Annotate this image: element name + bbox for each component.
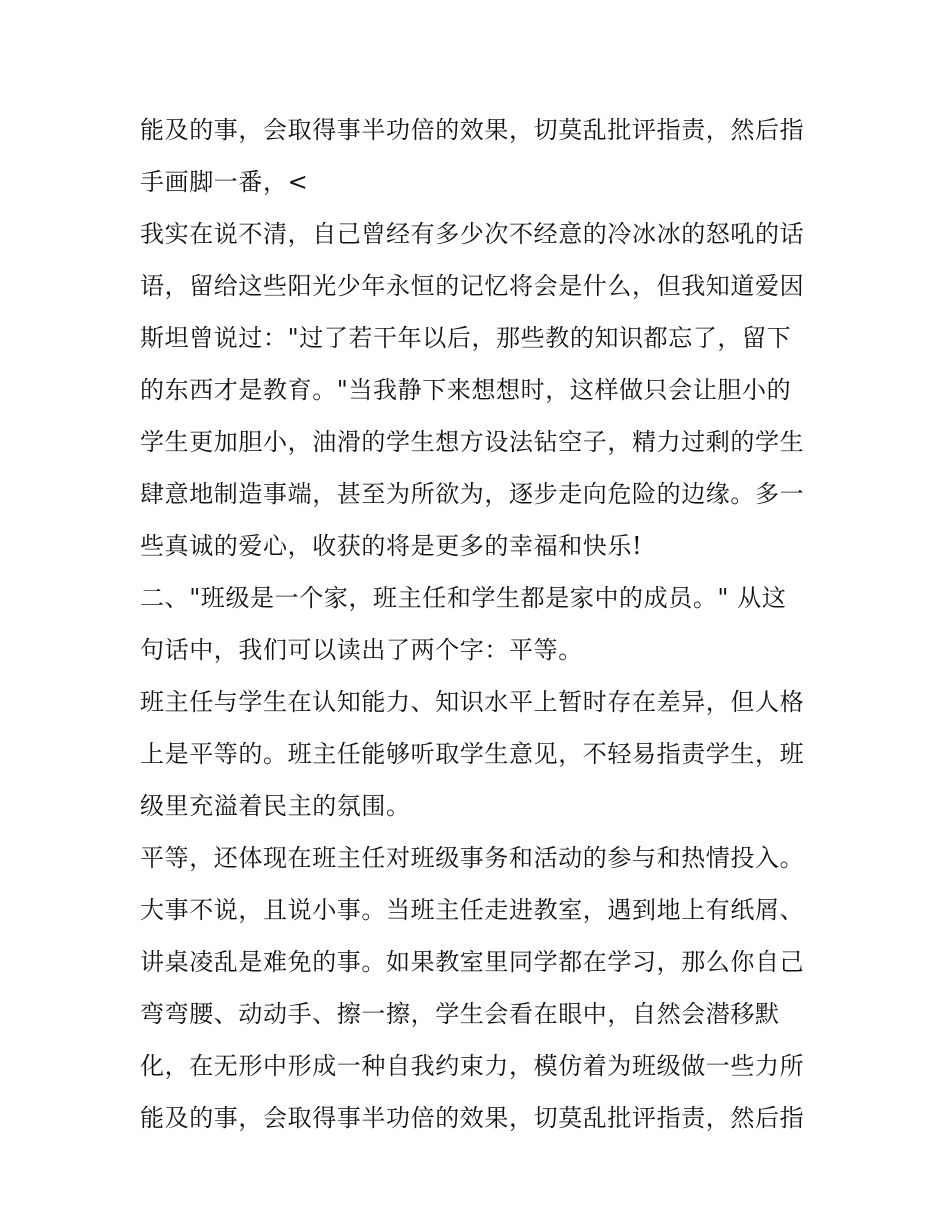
text-line: 我实在说不清，自己曾经有多少次不经意的冷冰冰的怒吼的话 [140, 220, 805, 248]
text-line: 句话中，我们可以读出了两个字：平等。 [140, 636, 583, 664]
text-line: 语，留给这些阳光少年永恒的记忆将会是什么，但我知道爱因 [140, 272, 805, 300]
text-line: 能及的事，会取得事半功倍的效果，切莫乱批评指责，然后指 [140, 1104, 805, 1132]
text-line: 的东西才是教育。"当我静下来想想时，这样做只会让胆小的 [140, 376, 792, 404]
body-text [140, 104, 830, 1144]
text-line: 班主任与学生在认知能力、知识水平上暂时存在差异，但人格 [140, 688, 805, 716]
text-line: 二、"班级是一个家，班主任和学生都是家中的成员。" 从这 [140, 584, 787, 612]
text-line: 级里充溢着民主的氛围。 [140, 792, 411, 820]
text-line: 斯坦曾说过："过了若干年以后，那些教的知识都忘了，留下 [140, 324, 792, 352]
text-line: 讲桌凌乱是难免的事。如果教室里同学都在学习，那么你自己 [140, 948, 805, 976]
text-line: 弯弯腰、动动手、擦一擦，学生会看在眼中，自然会潜移默 [140, 1000, 780, 1028]
text-line: 手画脚一番，< [140, 168, 309, 196]
text-line: 些真诚的爱心，收获的将是更多的幸福和快乐! [140, 532, 643, 560]
text-line: 化，在无形中形成一种自我约束力，模仿着为班级做一些力所 [140, 1052, 805, 1080]
text-line: 学生更加胆小，油滑的学生想方设法钻空子，精力过剩的学生 [140, 428, 805, 456]
text-line: 大事不说，且说小事。当班主任走进教室，遇到地上有纸屑、 [140, 896, 805, 924]
text-line: 肆意地制造事端，甚至为所欲为，逐步走向危险的边缘。多一 [140, 480, 805, 508]
text-line: 上是平等的。班主任能够听取学生意见，不轻易指责学生，班 [140, 740, 805, 768]
text-line: 平等，还体现在班主任对班级事务和活动的参与和热情投入。 [140, 844, 805, 872]
text-line: 能及的事，会取得事半功倍的效果，切莫乱批评指责，然后指 [140, 116, 805, 144]
